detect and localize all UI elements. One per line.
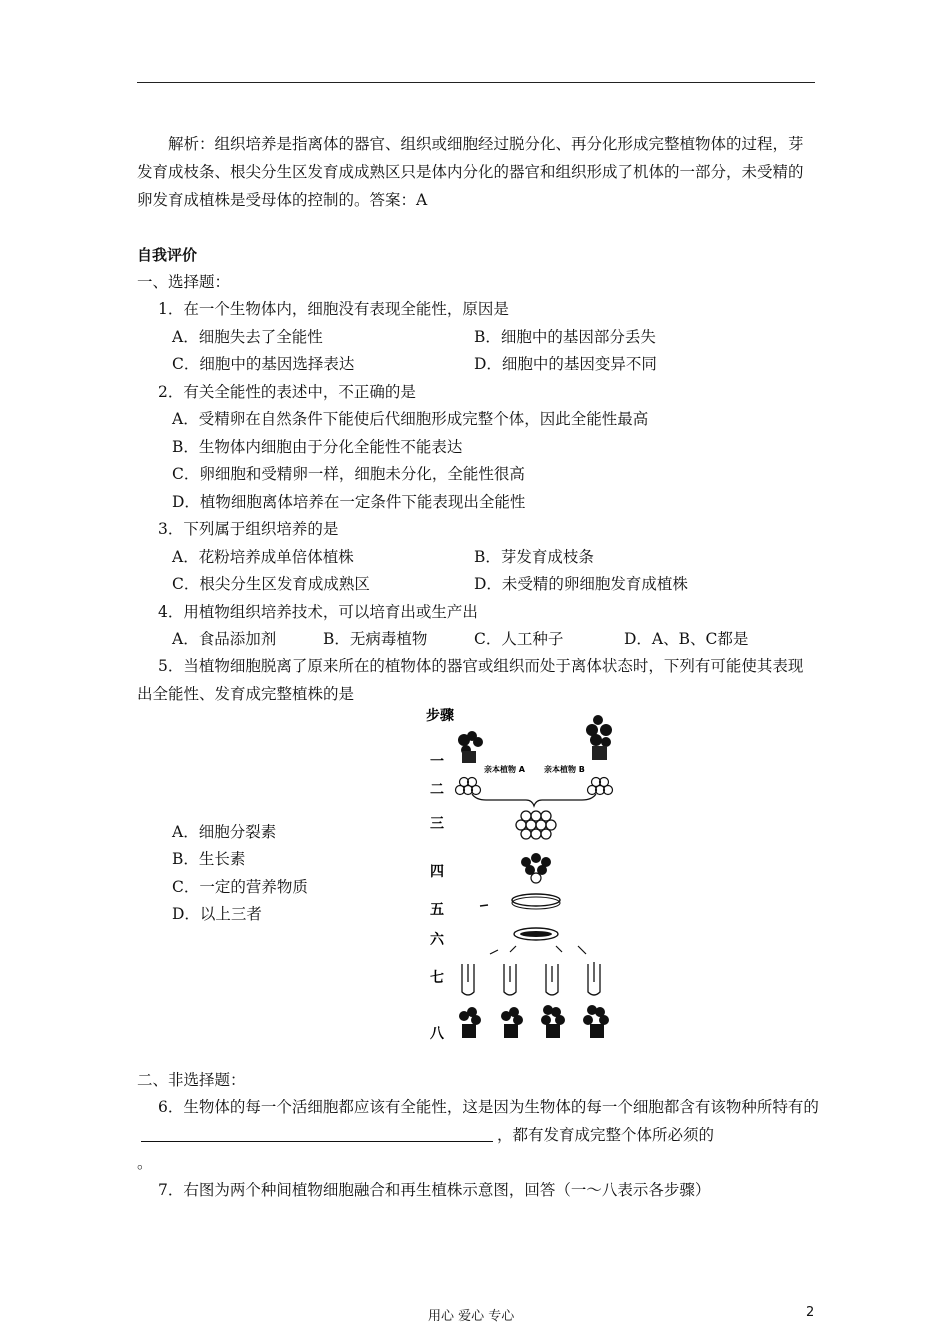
fused-cells-icon [516, 811, 556, 839]
q4-stem: 4．用植物组织培养技术，可以培育出或生产出 [158, 603, 478, 621]
figure-step-5: 五 [430, 902, 444, 918]
parent-a-label: 亲本植物 A [484, 765, 525, 774]
q2-option-b: B．生物体内细胞由于分化全能性不能表达 [172, 438, 463, 456]
header-rule [137, 82, 815, 83]
part2-title: 二、非选择题： [137, 1071, 246, 1089]
q3-option-b: B．芽发育成枝条 [474, 548, 594, 566]
q2-option-c: C．卵细胞和受精卵一样，细胞未分化，全能性很高 [172, 465, 525, 483]
culture-dish-2-icon [514, 928, 558, 940]
distribution-lines [490, 946, 586, 954]
q4-option-b: B．无病毒植物 [323, 630, 428, 648]
part1-title: 一、选择题： [137, 273, 231, 291]
fusion-bracket [472, 794, 596, 806]
protoplasts-b-icon [588, 778, 613, 795]
q4-option-d: D．A、B、C都是 [624, 630, 749, 648]
q5-option-c: C．一定的营养物质 [172, 878, 308, 896]
figure-step-header: 步骤 [426, 708, 454, 724]
q6-line1: 6．生物体的每一个活细胞都应该有全能性，这是因为生物体的每一个细胞都含有该物种所特有的 [158, 1098, 819, 1116]
figure-step-8: 八 [430, 1026, 444, 1042]
callus-icon [521, 853, 551, 883]
q4-option-a: A．食品添加剂 [172, 630, 277, 648]
figure-step-3: 三 [430, 816, 444, 832]
q1-option-d: D．细胞中的基因变异不同 [474, 355, 657, 373]
q1-option-b: B．细胞中的基因部分丢失 [474, 328, 656, 346]
figure-step-4: 四 [430, 864, 444, 880]
q3-option-a: A．花粉培养成单倍体植株 [172, 548, 354, 566]
parent-plant-b-icon [586, 715, 612, 760]
q5-stem: 5．当植物细胞脱离了原来所在的植物体的器官或组织而处于离体状态时，下列有可能使其表现出全能性、发育成完整植株的是 [137, 657, 804, 703]
q6-part2: ，都有发育成完整个体所必须的 [497, 1126, 715, 1144]
q3-stem: 3．下列属于组织培养的是 [158, 520, 339, 538]
cell-fusion-diagram [420, 706, 620, 1050]
parent-b-label: 亲本植物 B [544, 765, 585, 774]
culture-dish-1-icon [512, 894, 560, 906]
q1-option-a: A．细胞失去了全能性 [172, 328, 323, 346]
q7-stem: 7．右图为两个种间植物细胞融合和再生植株示意图，回答（一～八表示各步骤） [158, 1181, 711, 1199]
protoplasts-a-icon [456, 778, 481, 795]
regenerated-plants-icon [459, 1005, 609, 1038]
page-number: 2 [806, 1305, 815, 1320]
q2-option-a: A．受精卵在自然条件下能使后代细胞形成完整个体，因此全能性最高 [172, 410, 649, 428]
figure-step-6: 六 [430, 932, 444, 948]
q3-option-c: C．根尖分生区发育成成熟区 [172, 575, 370, 593]
section-title: 自我评价 [137, 246, 198, 264]
q1-stem: 1．在一个生物体内，细胞没有表现全能性，原因是 [158, 300, 509, 318]
figure-step-1: 一 [430, 754, 444, 770]
q5-option-d: D．以上三者 [172, 905, 262, 923]
figure-step-7: 七 [430, 970, 444, 986]
figure-step-2: 二 [430, 782, 444, 798]
q6-end: 。 [137, 1154, 153, 1172]
q4-option-c: C．人工种子 [474, 630, 564, 648]
q6-answer-blank[interactable] [141, 1125, 493, 1142]
analysis-paragraph: 解析：组织培养是指离体的器官、组织或细胞经过脱分化、再分化形成完整植物体的过程，芽发育成枝条、根尖分生区发育成成熟区只是体内分化的器官和组织形成了机体的一部分，未受精的卵发育成植株是受母体的控制的。答案：A [137, 135, 804, 209]
footer-slogan: 用心 爱心 专心 [428, 1309, 515, 1324]
q2-stem: 2．有关全能性的表述中，不正确的是 [158, 383, 416, 401]
q2-option-d: D．植物细胞离体培养在一定条件下能表现出全能性 [172, 493, 526, 511]
parent-plant-a-icon [458, 731, 483, 763]
q5-option-a: A．细胞分裂素 [172, 823, 277, 841]
q1-option-c: C．细胞中的基因选择表达 [172, 355, 355, 373]
test-tubes-icon [462, 962, 600, 995]
arrow-mark [480, 905, 488, 906]
q6-line2 [137, 1125, 714, 1145]
q3-option-d: D．未受精的卵细胞发育成植株 [474, 575, 688, 593]
q5-option-b: B．生长素 [172, 850, 246, 868]
